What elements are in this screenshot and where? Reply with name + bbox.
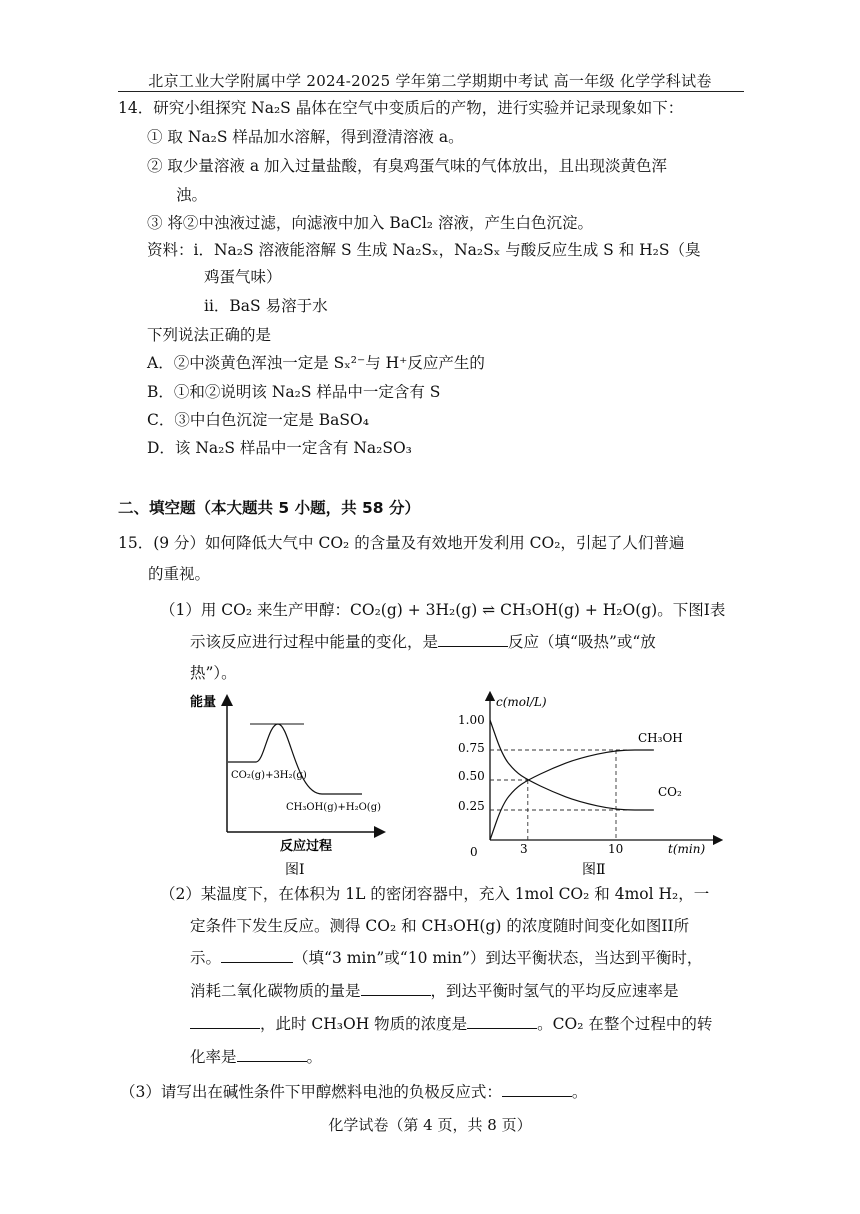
q14-info-2: ii．BaS 易溶于水 [204, 297, 328, 315]
process-axis-label: 反应过程 [280, 839, 333, 854]
q14-step-1: ① 取 Na₂S 样品加水溶解，得到澄清溶液 a。 [147, 128, 464, 146]
y-tick-label-0: 0 [470, 845, 478, 859]
q14-stem: 14．研究小组探究 Na₂S 晶体在空气中变质后的产物，进行实验并记录现象如下： [118, 99, 684, 117]
q14-info-1: 资料：i．Na₂S 溶液能溶解 S 生成 Na₂Sₓ，Na₂Sₓ 与酸反应生成 S 和 H₂S（臭 [147, 241, 701, 259]
series-label-co2: CO₂ [658, 785, 682, 799]
q14-ask: 下列说法正确的是 [147, 326, 272, 344]
q15-part2-line3: 示。 （填“3 min”或“10 min”）到达平衡状态，当达到平衡时， [190, 949, 703, 967]
answer-blank[interactable] [361, 981, 431, 996]
q15-part2-line1: （2）某温度下，在体积为 1L 的密闭容器中，充入 1mol CO₂ 和 4mol H₂，一 [160, 885, 710, 903]
energy-curve [228, 724, 362, 794]
q14-option-b: B．①和②说明该 Na₂S 样品中一定含有 S [147, 383, 441, 401]
section-2-title: 二、填空题（本大题共 5 小题，共 58 分） [118, 499, 420, 517]
series-line-co2 [490, 720, 654, 810]
q15-part1-line2: 示该反应进行过程中能量的变化，是 反应（填“吸热”或“放 [190, 633, 656, 651]
answer-blank[interactable] [502, 1082, 572, 1097]
figure-2-concentration-chart [450, 690, 730, 882]
figure-1-caption: 图Ⅰ [285, 862, 305, 878]
q14-step-2-cont: 浊。 [176, 186, 208, 204]
y-tick-label-1: 1.00 [458, 713, 485, 727]
q15-part1-line3: 热”）。 [190, 664, 237, 682]
q14-info-1-cont: 鸡蛋气味） [204, 268, 282, 286]
answer-blank[interactable] [438, 632, 508, 647]
y-tick-label-2: 0.75 [458, 741, 485, 755]
answer-blank[interactable] [237, 1047, 307, 1062]
answer-blank[interactable] [221, 948, 293, 963]
y-axis-label: c(mol/L) [496, 695, 547, 709]
reactant-label: CO₂(g)+3H₂(g) [231, 770, 307, 781]
q15-part3: （3）请写出在碱性条件下甲醇燃料电池的负极反应式： 。 [120, 1083, 588, 1101]
q15-line-1: 15．(9 分）如何降低大气中 CO₂ 的含量及有效地开发利用 CO₂，引起了人们普遍 [118, 534, 685, 552]
guide-lines [490, 750, 654, 840]
energy-axis-label: 能量 [190, 695, 217, 710]
q14-option-a: A．②中淡黄色浑浊一定是 Sₓ²⁻与 H⁺反应产生的 [147, 354, 485, 372]
figure-1-energy-diagram [180, 690, 400, 880]
q14-step-2: ② 取少量溶液 a 加入过量盐酸，有臭鸡蛋气味的气体放出，且出现淡黄色浑 [147, 157, 668, 175]
q15-part2-line2: 定条件下发生反应。测得 CO₂ 和 CH₃OH(g) 的浓度随时间变化如图II所 [190, 917, 690, 935]
series-label-ch3oh: CH₃OH [638, 731, 683, 745]
q14-option-d: D．该 Na₂S 样品中一定含有 Na₂SO₃ [147, 439, 412, 457]
series-line-ch3oh [490, 750, 654, 840]
answer-blank[interactable] [190, 1014, 260, 1029]
page-footer: 化学试卷（第 4 页，共 8 页） [328, 1116, 532, 1134]
header-rule [118, 91, 744, 92]
x-axis-label: t(min) [668, 842, 706, 856]
q15-part2-line5: ，此时 CH₃OH 物质的浓度是 。CO₂ 在整个过程中的转 [190, 1014, 712, 1034]
x-tick-label-10: 10 [608, 842, 624, 856]
q15-line-2: 的重视。 [148, 565, 211, 583]
page-header: 北京工业大学附属中学 2024-2025 学年第二学期期中考试 高一年级 化学学科试卷 [148, 72, 712, 90]
y-tick-label-4: 0.25 [458, 799, 485, 813]
q14-step-3: ③ 将②中浊液过滤，向滤液中加入 BaCl₂ 溶液，产生白色沉淀。 [147, 214, 593, 232]
x-tick-label-3: 3 [520, 842, 528, 856]
q14-option-c: C．③中白色沉淀一定是 BaSO₄ [147, 411, 369, 429]
y-tick-label-3: 0.50 [458, 769, 485, 783]
answer-blank[interactable] [467, 1014, 537, 1029]
q15-part2-line4: 消耗二氧化碳物质的量是 ，到达平衡时氢气的平均反应速率是 [190, 982, 679, 1000]
figure-2-caption: 图Ⅱ [582, 862, 606, 878]
product-label: CH₃OH(g)+H₂O(g) [286, 802, 382, 813]
q15-part2-line6: 化率是 。 [190, 1048, 323, 1066]
q15-part1-line1: （1）用 CO₂ 来生产甲醇：CO₂(g) + 3H₂(g) ⇌ CH₃OH(g) + H₂O(g)。下图I表 [160, 601, 726, 619]
